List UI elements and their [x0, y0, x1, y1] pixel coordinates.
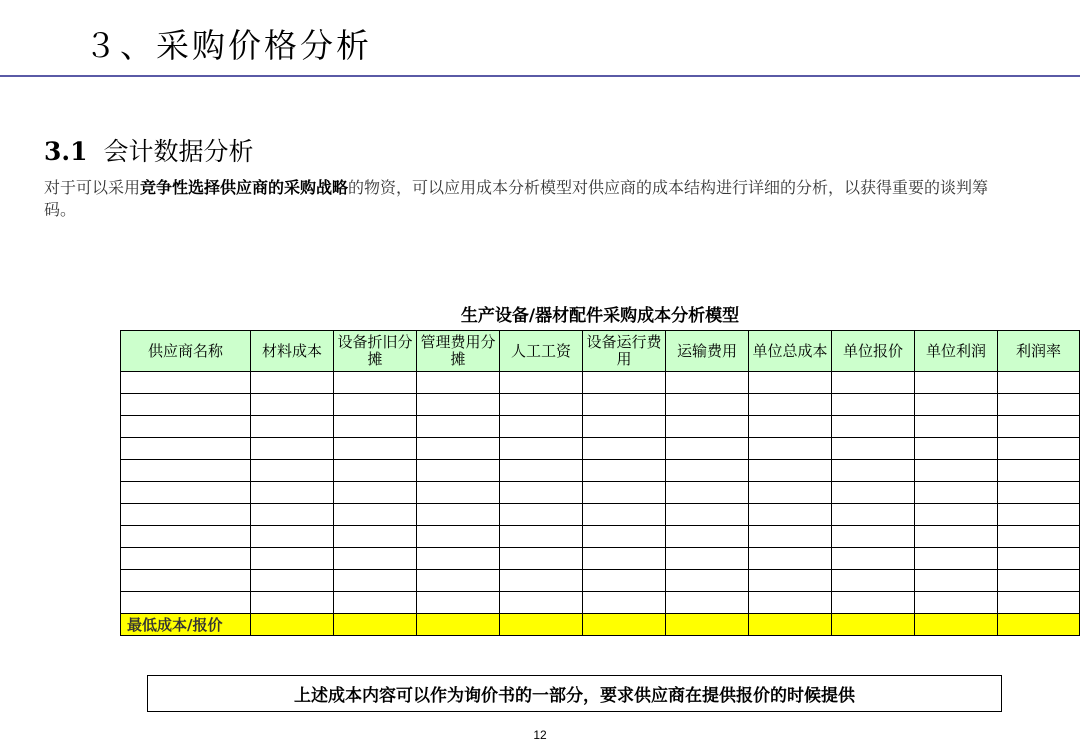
column-header: 材料成本 — [251, 331, 334, 372]
table-cell — [417, 438, 500, 460]
table-cell — [749, 394, 832, 416]
note-box: 上述成本内容可以作为询价书的一部分，要求供应商在提供报价的时候提供 — [147, 675, 1002, 712]
table-cell — [121, 592, 251, 614]
table-cell — [998, 504, 1080, 526]
table-cell — [915, 372, 998, 394]
table-cell — [417, 592, 500, 614]
table-cell — [749, 504, 832, 526]
table-row — [121, 416, 1080, 438]
table-cell — [998, 526, 1080, 548]
table-cell — [121, 548, 251, 570]
table-cell — [334, 570, 417, 592]
table-cell — [832, 592, 915, 614]
table-row — [121, 372, 1080, 394]
table-cell — [915, 460, 998, 482]
table-cell — [583, 438, 666, 460]
column-header: 单位报价 — [832, 331, 915, 372]
table-cell — [749, 416, 832, 438]
table-cell — [334, 394, 417, 416]
table-cell — [500, 526, 583, 548]
intro-text-end: 的物资，可以应用成本分析模型对供应商的成本结构进行详细的分析，以获得重要的谈判筹码。 — [44, 178, 989, 219]
table-row — [121, 570, 1080, 592]
table-cell — [121, 570, 251, 592]
table-cell — [500, 482, 583, 504]
table-cell — [251, 372, 334, 394]
section-heading — [44, 132, 254, 168]
table-cell — [749, 482, 832, 504]
table-cell — [749, 460, 832, 482]
column-header: 单位总成本 — [749, 331, 832, 372]
table-cell — [998, 460, 1080, 482]
table-cell — [666, 526, 749, 548]
table-cell — [121, 460, 251, 482]
table-cell — [334, 438, 417, 460]
table-cell — [583, 482, 666, 504]
table-cell — [417, 504, 500, 526]
title-divider — [0, 75, 1080, 77]
table-cell — [121, 394, 251, 416]
table-cell — [334, 526, 417, 548]
table-cell — [832, 438, 915, 460]
table-cell — [500, 504, 583, 526]
summary-cell — [749, 614, 832, 636]
table-cell — [832, 504, 915, 526]
table-cell — [998, 372, 1080, 394]
table-cell — [417, 526, 500, 548]
table-cell — [583, 416, 666, 438]
table-cell — [121, 372, 251, 394]
table-cell — [334, 460, 417, 482]
table-cell — [666, 372, 749, 394]
table-cell — [500, 394, 583, 416]
table-cell — [915, 438, 998, 460]
table-cell — [417, 482, 500, 504]
table-cell — [251, 482, 334, 504]
table-header-row — [121, 331, 1080, 372]
table-cell — [251, 548, 334, 570]
table-cell — [500, 372, 583, 394]
table-cell — [334, 416, 417, 438]
table-cell — [915, 570, 998, 592]
table-cell — [666, 570, 749, 592]
summary-cell — [251, 614, 334, 636]
table-cell — [251, 416, 334, 438]
table-cell — [583, 548, 666, 570]
table-cell — [915, 526, 998, 548]
table-cell — [666, 438, 749, 460]
table-cell — [915, 394, 998, 416]
intro-paragraph — [44, 177, 1004, 221]
table-cell — [749, 548, 832, 570]
table-cell — [583, 460, 666, 482]
table-cell — [832, 460, 915, 482]
table-cell — [998, 570, 1080, 592]
table-cell — [666, 504, 749, 526]
table-cell — [500, 592, 583, 614]
table-cell — [417, 570, 500, 592]
table-cell — [832, 394, 915, 416]
table-cell — [251, 592, 334, 614]
table-cell — [334, 504, 417, 526]
table-cell — [583, 592, 666, 614]
table-cell — [749, 372, 832, 394]
table-cell — [998, 438, 1080, 460]
table-row — [121, 482, 1080, 504]
table-cell — [251, 394, 334, 416]
table-cell — [500, 548, 583, 570]
summary-cell — [417, 614, 500, 636]
summary-row-label: 最低成本/报价 — [121, 614, 251, 636]
column-header: 设备折旧分摊 — [334, 331, 417, 372]
table-row — [121, 548, 1080, 570]
table-cell — [915, 504, 998, 526]
table-cell — [998, 548, 1080, 570]
page-number: 12 — [533, 728, 547, 742]
table-cell — [121, 526, 251, 548]
slide-title: ３、采购价格分析 — [84, 26, 372, 65]
table-cell — [749, 570, 832, 592]
column-header: 供应商名称 — [121, 331, 251, 372]
table-cell — [251, 526, 334, 548]
column-header: 设备运行费用 — [583, 331, 666, 372]
table-cell — [251, 460, 334, 482]
table-cell — [121, 482, 251, 504]
table-cell — [832, 526, 915, 548]
summary-row — [121, 614, 1080, 636]
table-cell — [121, 416, 251, 438]
summary-cell — [915, 614, 998, 636]
table-cell — [417, 416, 500, 438]
cost-analysis-table — [120, 330, 1080, 636]
table-row — [121, 460, 1080, 482]
table-cell — [832, 416, 915, 438]
table-row — [121, 394, 1080, 416]
table-cell — [417, 394, 500, 416]
table-cell — [832, 482, 915, 504]
table-cell — [832, 372, 915, 394]
table-cell — [749, 438, 832, 460]
table-cell — [998, 482, 1080, 504]
table-cell — [334, 482, 417, 504]
table-cell — [998, 394, 1080, 416]
summary-cell — [832, 614, 915, 636]
table-body — [121, 372, 1080, 636]
table-cell — [417, 372, 500, 394]
table-cell — [666, 482, 749, 504]
table-cell — [583, 526, 666, 548]
table-cell — [500, 570, 583, 592]
summary-cell — [583, 614, 666, 636]
section-number: 3.1 — [44, 137, 88, 166]
table-cell — [500, 460, 583, 482]
table-cell — [749, 526, 832, 548]
summary-cell — [666, 614, 749, 636]
table-cell — [583, 504, 666, 526]
table-cell — [583, 372, 666, 394]
table-cell — [666, 592, 749, 614]
table-cell — [251, 570, 334, 592]
table-cell — [121, 438, 251, 460]
table-cell — [583, 394, 666, 416]
intro-text-start: 对于可以采用 — [44, 178, 141, 197]
column-header: 利润率 — [998, 331, 1080, 372]
table-cell — [500, 416, 583, 438]
table-row — [121, 504, 1080, 526]
table-cell — [251, 438, 334, 460]
summary-cell — [500, 614, 583, 636]
table-row — [121, 592, 1080, 614]
table-cell — [749, 592, 832, 614]
table-row — [121, 526, 1080, 548]
table-cell — [832, 570, 915, 592]
table-cell — [915, 482, 998, 504]
summary-cell — [334, 614, 417, 636]
table-cell — [334, 372, 417, 394]
table-caption: 生产设备/器材配件采购成本分析模型 — [460, 306, 740, 326]
table-cell — [998, 592, 1080, 614]
column-header: 管理费用分摊 — [417, 331, 500, 372]
table-cell — [334, 548, 417, 570]
table-cell — [583, 570, 666, 592]
table-cell — [500, 438, 583, 460]
table-cell — [832, 548, 915, 570]
table-cell — [998, 416, 1080, 438]
table-cell — [334, 592, 417, 614]
table-cell — [666, 548, 749, 570]
intro-emphasis: 竞争性选择供应商的采购战略 — [140, 178, 349, 197]
table-cell — [915, 592, 998, 614]
table-cell — [915, 548, 998, 570]
summary-cell — [998, 614, 1080, 636]
table-cell — [666, 394, 749, 416]
table-cell — [121, 504, 251, 526]
column-header: 运输费用 — [666, 331, 749, 372]
column-header: 单位利润 — [915, 331, 998, 372]
column-header: 人工工资 — [500, 331, 583, 372]
table-cell — [666, 416, 749, 438]
table-cell — [251, 504, 334, 526]
table-cell — [417, 548, 500, 570]
table-row — [121, 438, 1080, 460]
table-cell — [666, 460, 749, 482]
section-heading-text: 会计数据分析 — [103, 137, 254, 166]
table-cell — [915, 416, 998, 438]
table-cell — [417, 460, 500, 482]
